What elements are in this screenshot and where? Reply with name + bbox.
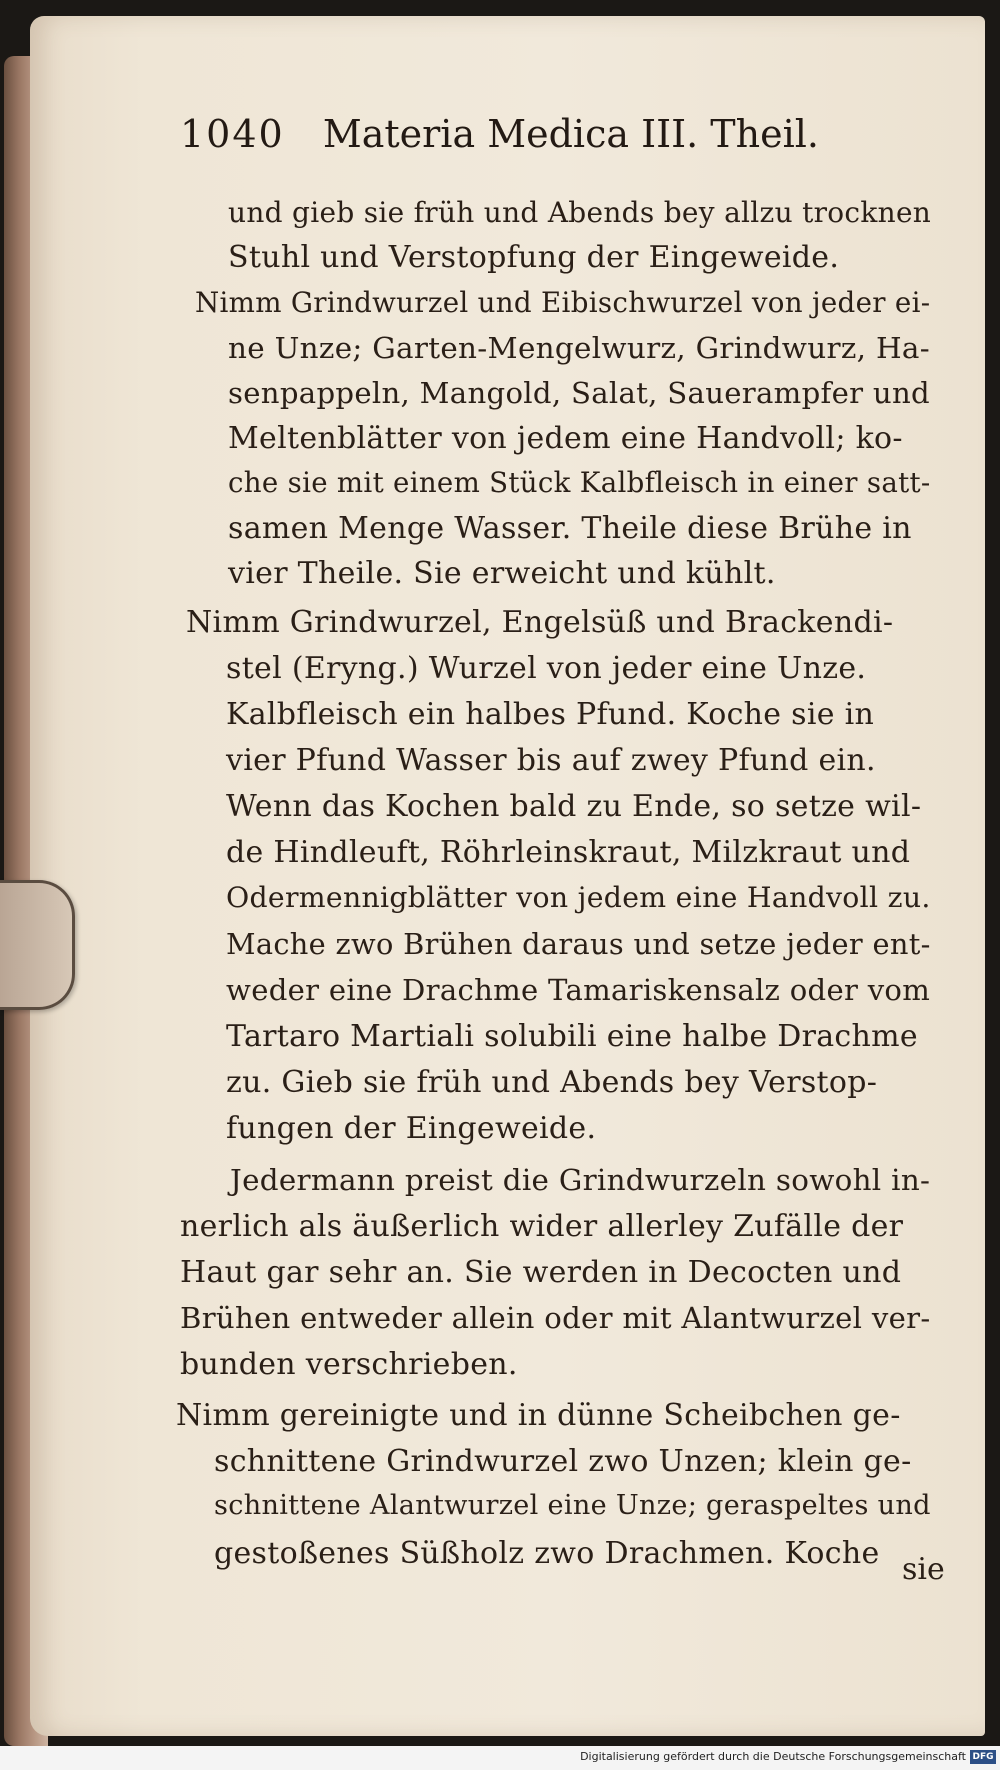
page-number: 1040 (180, 112, 285, 156)
text-line: Stuhl und Verstopfung der Eingeweide. (228, 240, 840, 275)
page-header (180, 112, 880, 172)
text-line: fungen der Eingeweide. (226, 1111, 597, 1146)
text-line: vier Theile. Sie erweicht und kühlt. (228, 556, 776, 591)
page-clip (0, 880, 75, 1010)
text-line: schnittene Grindwurzel zwo Unzen; klein ge- (214, 1444, 912, 1479)
text-line: Brühen entweder allein oder mit Alantwurzel ver- (180, 1301, 931, 1335)
text-line: und gieb sie früh und Abends bey allzu trocknen (228, 196, 932, 229)
running-head: Materia Medica III. Theil. (322, 112, 819, 156)
text-line: Meltenblätter von jedem eine Handvoll; ko- (228, 421, 903, 456)
text-line: nerlich als äußerlich wider allerley Zufälle der (180, 1209, 904, 1244)
text-line: Nimm Grindwurzel und Eibischwurzel von jeder ei- (195, 286, 931, 319)
text-line: senpappeln, Mangold, Salat, Sauerampfer und (228, 376, 930, 410)
text-line: Mache zwo Brühen daraus und setze jeder ent- (226, 927, 931, 961)
text-line: gestoßenes Süßholz zwo Drachmen. Koche (214, 1536, 880, 1571)
text-line: bunden verschrieben. (180, 1347, 518, 1382)
text-line: de Hindleuft, Röhrleinskraut, Milzkraut und (226, 835, 911, 870)
text-line: ne Unze; Garten-Mengelwurz, Grindwurz, Ha- (228, 331, 930, 365)
text-line: vier Pfund Wasser bis auf zwey Pfund ein. (226, 743, 876, 778)
text-line: Nimm gereinigte und in dünne Scheibchen ge- (176, 1398, 901, 1433)
text-line: weder eine Drachme Tamariskensalz oder vom (226, 973, 931, 1007)
digitization-footer (0, 1746, 1000, 1770)
text-line: Jedermann preist die Grindwurzeln sowohl in- (230, 1163, 931, 1197)
text-line: che sie mit einem Stück Kalbfleisch in einer satt- (228, 466, 931, 499)
text-line: Tartaro Martiali solubili eine halbe Drachme (226, 1019, 918, 1054)
text-line: stel (Eryng.) Wurzel von jeder eine Unze. (226, 651, 867, 686)
text-line: Wenn das Kochen bald zu Ende, so setze wil- (226, 789, 922, 824)
funding-credit: Digitalisierung gefördert durch die Deutsche Forschungsgemeinschaft (580, 1750, 966, 1763)
dfg-logo: DFG (970, 1750, 996, 1764)
text-line: Odermennigblätter von jedem eine Handvoll zu. (226, 881, 931, 914)
text-line: Kalbfleisch ein halbes Pfund. Koche sie in (226, 697, 875, 732)
text-line: Nimm Grindwurzel, Engelsüß und Brackendi- (186, 605, 894, 640)
text-line: Haut gar sehr an. Sie werden in Decocten und (180, 1255, 902, 1290)
text-line: samen Menge Wasser. Theile diese Brühe in (228, 511, 912, 546)
catchword: sie (902, 1552, 945, 1587)
text-line: schnittene Alantwurzel eine Unze; geraspeltes und (214, 1490, 931, 1521)
text-line: zu. Gieb sie früh und Abends bey Verstop- (226, 1065, 878, 1100)
